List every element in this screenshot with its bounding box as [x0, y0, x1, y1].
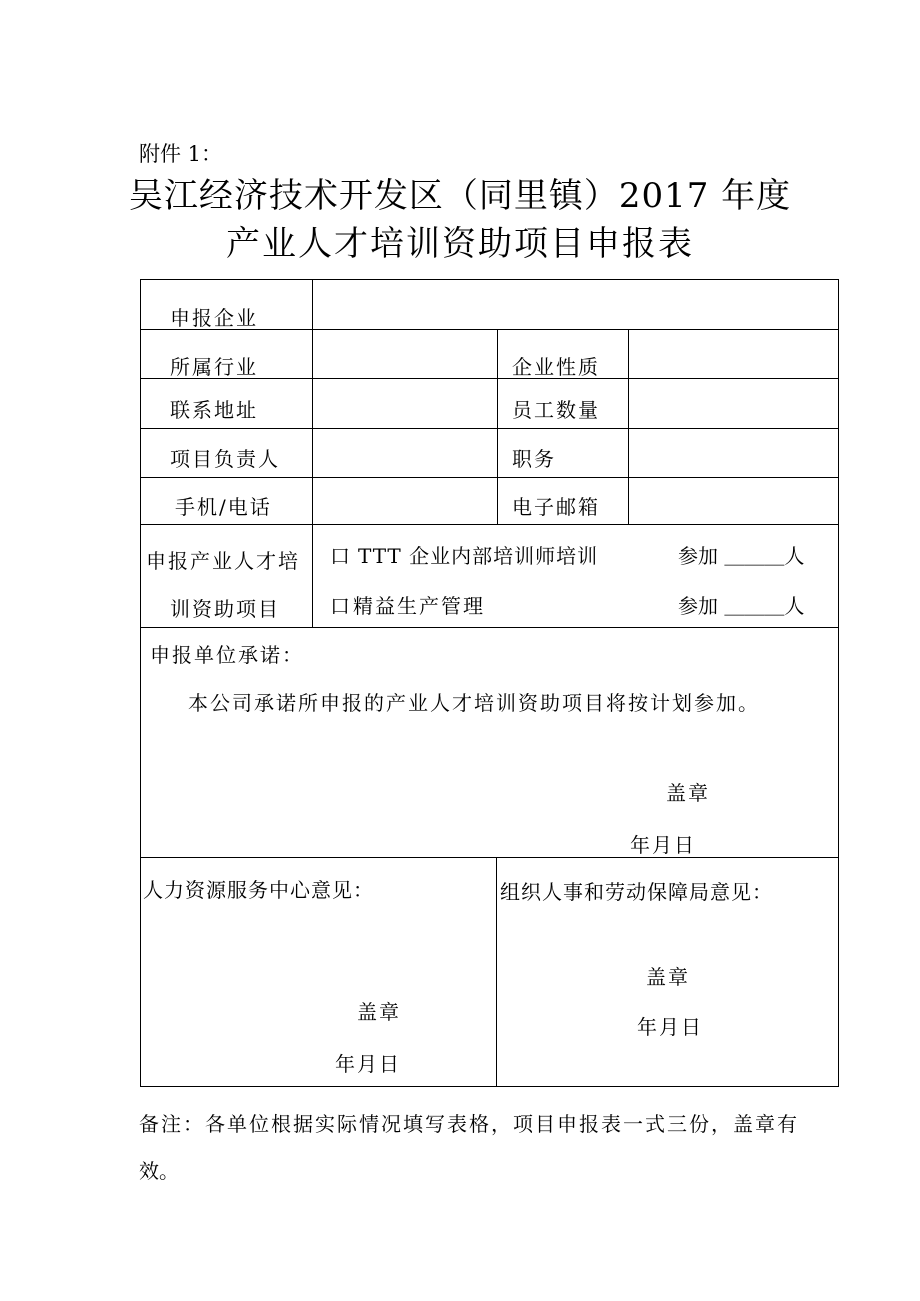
page-title-line-1: 吴江经济技术开发区（同里镇）2017 年度	[128, 176, 792, 216]
table-border-bottom	[140, 1086, 838, 1087]
input-position[interactable]	[630, 430, 836, 476]
label-project-line-1: 申报产业人才培	[146, 549, 300, 573]
label-industry: 所属行业	[170, 355, 258, 379]
footnote-line-1: 备注：各单位根据实际情况填写表格，项目申报表一式三份，盖章有	[139, 1112, 799, 1136]
bureau-date: 年月日	[637, 1015, 703, 1039]
input-email[interactable]	[630, 479, 836, 523]
attachment-label: 附件 1：	[139, 142, 223, 166]
label-address: 联系地址	[170, 398, 258, 422]
hr-center-heading: 人力资源服务中心意见：	[143, 878, 374, 902]
commitment-seal: 盖章	[666, 781, 710, 805]
page-title-line-2: 产业人才培训资助项目申报表	[226, 224, 694, 264]
table-border-top	[140, 279, 838, 280]
footnote-line-2: 效。	[139, 1159, 179, 1183]
table-rule	[140, 524, 838, 525]
label-manager: 项目负责人	[170, 447, 280, 471]
label-email: 电子邮箱	[512, 495, 600, 519]
input-phone[interactable]	[314, 479, 495, 523]
input-address[interactable]	[314, 380, 495, 426]
project-attend-lean[interactable]: 参加 ＿＿＿人	[678, 594, 805, 618]
input-manager[interactable]	[314, 430, 495, 476]
bureau-heading: 组织人事和劳动保障局意见：	[500, 880, 773, 904]
commitment-body: 本公司承诺所申报的产业人才培训资助项目将按计划参加。	[188, 691, 760, 715]
table-col-divider	[497, 329, 498, 524]
input-company[interactable]	[314, 281, 836, 327]
table-border-right	[838, 279, 839, 1087]
input-employees[interactable]	[630, 380, 836, 426]
label-employees: 员工数量	[512, 398, 600, 422]
table-col-divider	[496, 857, 497, 1086]
table-col-divider	[312, 279, 313, 627]
label-nature: 企业性质	[512, 355, 600, 379]
project-checkbox-lean[interactable]: 口	[330, 594, 352, 618]
table-col-divider	[628, 329, 629, 524]
input-industry[interactable]	[314, 331, 495, 377]
table-rule	[140, 857, 838, 858]
label-project-line-2: 训资助项目	[170, 597, 280, 621]
label-phone: 手机/电话	[175, 495, 272, 519]
input-nature[interactable]	[630, 331, 836, 377]
label-position: 职务	[512, 447, 556, 471]
project-name-ttt: TTT 企业内部培训师培训	[358, 544, 599, 568]
project-attend-ttt[interactable]: 参加 ＿＿＿人	[678, 544, 805, 568]
project-name-lean: 精益生产管理	[353, 594, 485, 618]
commitment-date: 年月日	[630, 833, 696, 857]
table-rule	[140, 428, 838, 429]
table-border-left	[140, 279, 141, 1087]
project-checkbox-ttt[interactable]: 口	[330, 544, 352, 568]
bureau-seal: 盖章	[646, 965, 690, 989]
commitment-heading: 申报单位承诺：	[150, 643, 304, 667]
hr-center-date: 年月日	[335, 1052, 401, 1076]
hr-center-seal: 盖章	[357, 1000, 401, 1024]
label-company: 申报企业	[170, 306, 258, 330]
table-rule	[140, 477, 838, 478]
table-rule	[140, 627, 838, 628]
